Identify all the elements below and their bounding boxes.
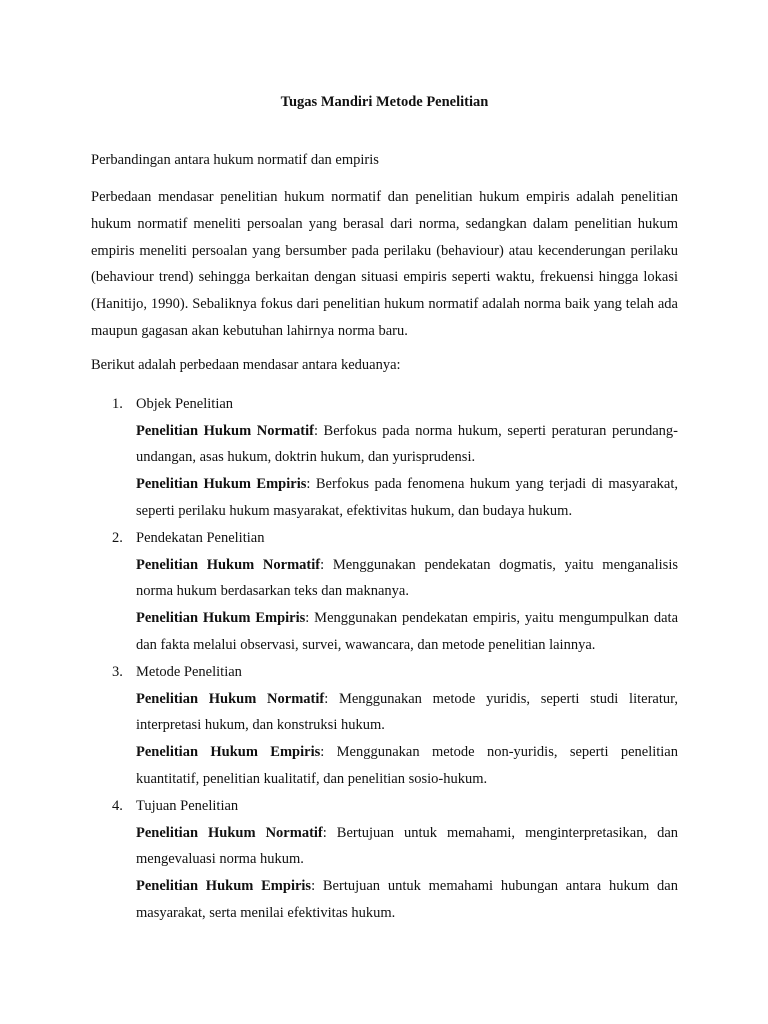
empiris-label: Penelitian Hukum Empiris xyxy=(136,878,312,895)
normatif-definition xyxy=(136,820,678,874)
normatif-definition xyxy=(136,686,678,740)
normatif-text: : Menggunakan pendekatan dogmatis, yaitu menganalisis norma hukum berdasarkan teks dan maknanya. xyxy=(136,556,678,600)
intro-paragraph: Perbedaan mendasar penelitian hukum normatif dan penelitian hukum empiris adalah penelitian hukum normatif meneliti persoalan yang berasal dari norma, sedangkan dalam penelitian hukum empiris meneliti persoalan yang bersumber pada perilaku (behaviour) atau kecenderungan perilaku (behaviour trend) sehingga berkaitan dengan situasi empiris seperti waktu, frekuensi hingga lokasi (Hanitijo, 1990). Sebaliknya fokus dari penelitian hukum normatif adalah norma baik yang telah ada maupun gagasan akan kebutuhan lahirnya norma baru. xyxy=(91,189,678,339)
empiris-text: : Berfokus pada fenomena hukum yang terjadi di masyarakat, seperti perilaku hukum masyarakat, efektivitas hukum, dan budaya hukum. xyxy=(136,476,678,519)
normatif-definition xyxy=(136,418,678,472)
document-title: Tugas Mandiri Metode Penelitian xyxy=(280,94,489,110)
empiris-definition xyxy=(136,739,678,793)
normatif-text: : Berfokus pada norma hukum, seperti peraturan perundang-undangan, asas hukum, doktrin hukum, dan yurisprudensi. xyxy=(136,422,678,466)
list-item xyxy=(91,659,678,793)
empiris-text: : Bertujuan untuk memahami hubungan antara hukum dan masyarakat, serta menilai efektivitas hukum. xyxy=(136,878,678,921)
empiris-text: : Menggunakan metode non-yuridis, seperti penelitian kuantitatif, penelitian kualitatif, dan penelitian sosio-hukum. xyxy=(136,744,678,787)
normatif-label: Penelitian Hukum Normatif xyxy=(136,556,321,573)
empiris-label: Penelitian Hukum Empiris xyxy=(136,610,306,627)
list-item-heading: Metode Penelitian xyxy=(136,663,242,680)
list-lead-text: Berikut adalah perbedaan mendasar antara keduanya: xyxy=(91,356,401,373)
list-item xyxy=(91,391,678,525)
list-item-heading: Tujuan Penelitian xyxy=(136,797,239,814)
document-page xyxy=(91,92,678,927)
list-item-heading: Pendekatan Penelitian xyxy=(136,529,265,546)
normatif-label: Penelitian Hukum Normatif xyxy=(136,690,325,707)
comparison-list xyxy=(91,391,678,927)
empiris-label: Penelitian Hukum Empiris xyxy=(136,744,321,761)
empiris-text: : Menggunakan pendekatan empiris, yaitu mengumpulkan data dan fakta melalui observasi, survei, wawancara, dan metode penelitian lainnya. xyxy=(136,610,678,653)
normatif-text: : Bertujuan untuk memahami, menginterpretasikan, dan mengevaluasi norma hukum. xyxy=(136,824,679,868)
normatif-label: Penelitian Hukum Normatif xyxy=(136,824,323,841)
empiris-definition xyxy=(136,873,678,927)
document-subtitle: Perbandingan antara hukum normatif dan empiris xyxy=(91,152,379,168)
empiris-label: Penelitian Hukum Empiris xyxy=(136,476,307,493)
list-item-number: 1. xyxy=(112,395,123,412)
empiris-definition xyxy=(136,605,678,659)
list-item-heading: Objek Penelitian xyxy=(136,395,234,412)
list-item xyxy=(91,793,678,927)
normatif-text: : Menggunakan metode yuridis, seperti studi literatur, interpretasi hukum, dan konstruksi hukum. xyxy=(136,690,678,734)
normatif-label: Penelitian Hukum Normatif xyxy=(136,422,314,439)
list-item-number: 4. xyxy=(112,797,123,814)
list-item xyxy=(91,525,678,659)
empiris-definition xyxy=(136,471,678,525)
list-item-number: 2. xyxy=(112,529,123,546)
normatif-definition xyxy=(136,552,678,606)
list-item-number: 3. xyxy=(112,663,123,680)
